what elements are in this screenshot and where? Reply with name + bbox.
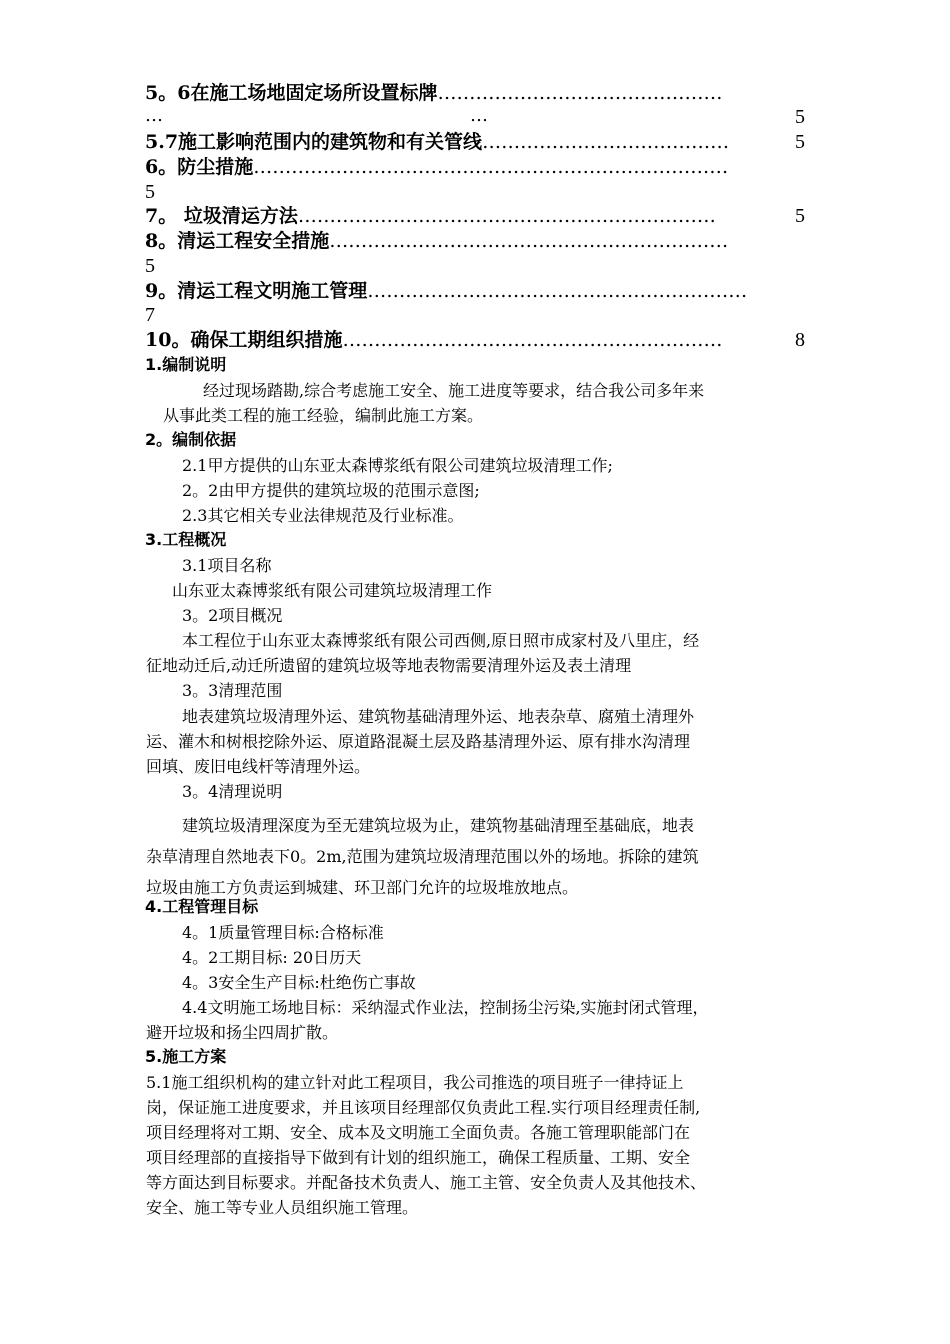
- body-line: 4。2工期目标: 20日历天: [182, 948, 362, 967]
- body-line: 地表建筑垃圾清理外运、建筑物基础清理外运、地表杂草、腐殖土清理外: [182, 707, 695, 726]
- toc-entry-label: 5.7施工影响范围内的建筑物和有关管线: [145, 131, 483, 153]
- body-line: 3。2项目概况: [182, 606, 283, 625]
- toc-entry[interactable]: [145, 278, 805, 304]
- body-line: 安全、施工等专业人员组织施工管理。: [146, 1198, 419, 1217]
- body-line: 经过现场踏勘,综合考虑施工安全、施工进度等要求，结合我公司多年来: [203, 381, 705, 400]
- toc-leader-dots: ……………………………………………………: [342, 329, 723, 351]
- toc-leader-continuation: …: [145, 105, 163, 126]
- toc-leader-dots: ………………………………………: [437, 82, 723, 104]
- section-heading: 1.编制说明: [145, 355, 227, 374]
- toc-entry-label: 7。 垃圾清运方法: [145, 205, 298, 227]
- toc-entry[interactable]: [145, 154, 805, 180]
- body-line: 杂草清理自然地表下0。2m,范围为建筑垃圾清理范围以外的场地。拆除的建筑: [146, 847, 699, 866]
- toc-leader-dots: …………………………………………………………: [297, 205, 716, 227]
- toc-entry[interactable]: [145, 80, 805, 106]
- body-line: 4.4文明施工场地目标：采纳湿式作业法，控制扬尘污染,实施封闭式管理，: [182, 998, 709, 1017]
- body-line: 运、灌木和树根挖除外运、原道路混凝土层及路基清理外运、原有排水沟清理: [146, 732, 691, 751]
- body-line: 征地动迁后,动迁所遗留的建筑垃圾等地表物需要清理外运及表土清理: [146, 656, 632, 675]
- body-line: 2.1甲方提供的山东亚太森博浆纸有限公司建筑垃圾清理工作;: [182, 456, 613, 475]
- toc-page-number: 5: [795, 131, 805, 153]
- body-line: 回填、废旧电线杆等清理外运。: [146, 757, 371, 776]
- body-line: 3。3清理范围: [182, 681, 283, 700]
- toc-leader-dots: …………………………………: [482, 131, 730, 153]
- section-heading: 3.工程概况: [145, 530, 227, 549]
- toc-entry[interactable]: [145, 129, 795, 155]
- toc-page-number: 5: [145, 255, 155, 277]
- body-line: 2。2由甲方提供的建筑垃圾的范围示意图;: [182, 481, 480, 500]
- toc-entry-label: 9。清运工程文明施工管理: [145, 280, 368, 302]
- body-line: 岗，保证施工进度要求，并且该项目经理部仅负责此工程.实行项目经理责任制,: [146, 1098, 701, 1117]
- body-line: 4。1质量管理目标:合格标准: [182, 923, 384, 942]
- toc-entry-label: 10。确保工期组织措施: [145, 329, 343, 351]
- toc-entry[interactable]: [145, 228, 805, 254]
- toc-entry[interactable]: [145, 203, 795, 229]
- body-line: 避开垃圾和扬尘四周扩散。: [146, 1023, 339, 1042]
- toc-page-number: 5: [795, 106, 805, 128]
- toc-page-number: 7: [145, 304, 155, 326]
- body-line: 4。3安全生产目标:杜绝伤亡事故: [182, 973, 416, 992]
- body-line: 山东亚太森博浆纸有限公司建筑垃圾清理工作: [172, 581, 493, 600]
- body-line: 建筑垃圾清理深度为至无建筑垃圾为止，建筑物基础清理至基础底，地表: [182, 816, 695, 835]
- toc-leader-dots: ………………………………………………………: [329, 230, 729, 252]
- body-line: 3。4清理说明: [182, 782, 283, 801]
- body-line: 2.3其它相关专业法律规范及行业标准。: [182, 506, 464, 525]
- body-line: 等方面达到目标要求。并配备技术负责人、施工主管、安全负责人及其他技术、: [146, 1173, 707, 1192]
- body-line: 5.1施工组织机构的建立针对此工程项目，我公司推选的项目班子一律持证上: [146, 1073, 684, 1092]
- section-heading: 2。编制依据: [145, 430, 237, 449]
- toc-leader-dots: …………………………………………………………………: [253, 156, 729, 178]
- body-line: 本工程位于山东亚太森博浆纸有限公司西侧,原日照市成家村及八里庄，经: [182, 631, 700, 650]
- toc-entry-label: 8。清运工程安全措施: [145, 230, 330, 252]
- body-line: 从事此类工程的施工经验，编制此施工方案。: [163, 406, 484, 425]
- toc-leader-continuation: …: [470, 105, 488, 126]
- section-heading: 4.工程管理目标: [145, 897, 259, 916]
- toc-leader-dots: ……………………………………………………: [367, 280, 748, 302]
- toc-page-number: 8: [795, 329, 805, 351]
- toc-entry-label: 5。6在施工场地固定场所设置标牌: [145, 82, 438, 104]
- toc-page-number: 5: [145, 181, 155, 203]
- body-line: 3.1项目名称: [182, 556, 272, 575]
- toc-page-number: 5: [795, 205, 805, 227]
- body-line: 垃圾由施工方负责运到城建、环卫部门允许的垃圾堆放地点。: [146, 878, 579, 897]
- toc-entry[interactable]: [145, 327, 795, 353]
- body-line: 项目经理将对工期、安全、成本及文明施工全面负责。各施工管理职能部门在: [146, 1123, 691, 1142]
- body-line: 项目经理部的直接指导下做到有计划的组织施工，确保工程质量、工期、安全: [146, 1148, 691, 1167]
- section-heading: 5.施工方案: [145, 1047, 227, 1066]
- toc-entry-label: 6。防尘措施: [145, 156, 254, 178]
